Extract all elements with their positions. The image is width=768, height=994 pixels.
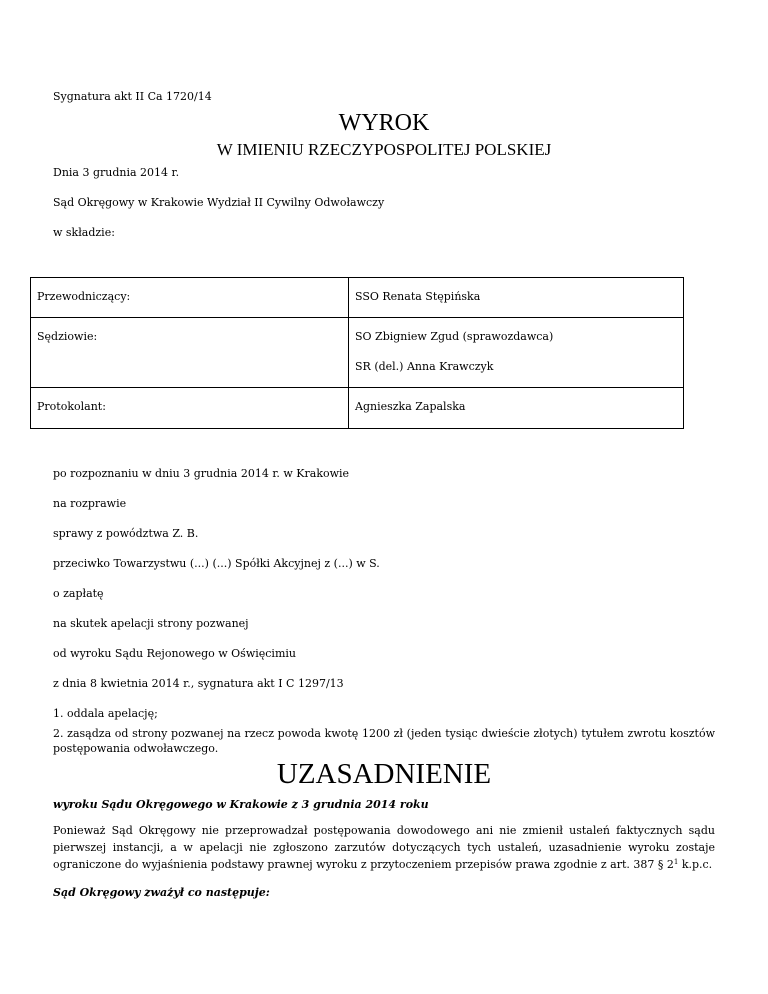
case-line: po rozpoznaniu w dniu 3 grudnia 2014 r. w Krakowie bbox=[53, 467, 350, 480]
justification-paragraph bbox=[53, 822, 715, 873]
case-line: sprawy z powództwa Z. B. bbox=[53, 527, 199, 540]
case-signature: Sygnatura akt II Ca 1720/14 bbox=[53, 90, 212, 103]
judges-label: Sędziowie: bbox=[37, 330, 98, 343]
judges-row bbox=[31, 318, 684, 388]
case-line: z dnia 8 kwietnia 2014 r., sygnatura akt I C 1297/13 bbox=[53, 677, 344, 690]
justification-paragraph-text: Ponieważ Sąd Okręgowy nie przeprowadzał postępowania dowodowego ani nie zmienił ustaleń faktycznych sądu pierwszej instancji, a w apelacji nie zgłoszono zarzutów dotyczących tych ustaleń, uzasadnienie wyroku zostaje ograniczone do wyjaśnienia podstawy prawnej wyroku z przytoczeniem przepisów prawa zgodnie z art. 387 § 2 bbox=[53, 824, 715, 871]
clerk-name: Agnieszka Zapalska bbox=[355, 400, 466, 413]
judgment-date: Dnia 3 grudnia 2014 r. bbox=[53, 166, 180, 179]
clerk-name-cell bbox=[349, 388, 684, 429]
case-line: na skutek apelacji strony pozwanej bbox=[53, 617, 249, 630]
clerk-label: Protokolant: bbox=[37, 400, 106, 413]
justification-paragraph-tail: k.p.c. bbox=[678, 858, 713, 871]
composition-intro: w składzie: bbox=[53, 226, 115, 239]
case-line: na rozprawie bbox=[53, 497, 127, 510]
ruling-item: 1. oddala apelację; bbox=[53, 707, 158, 720]
judgment-title: WYROK bbox=[338, 110, 430, 136]
section-superscript: 1 bbox=[673, 858, 679, 866]
judgment-subtitle: W IMIENIU RZECZYPOSPOLITEJ POLSKIEJ bbox=[216, 140, 552, 159]
justification-closing: Sąd Okręgowy zważył co następuje: bbox=[53, 886, 270, 899]
chair-name: SSO Renata Stępińska bbox=[355, 290, 481, 303]
ruling-item: 2. zasądza od strony pozwanej na rzecz powoda kwotę 1200 zł (jeden tysiąc dwieście złotych) tytułem zwrotu kosztów postępowania odwoławczego. bbox=[53, 727, 715, 755]
court-name: Sąd Okręgowy w Krakowie Wydział II Cywilny Odwoławczy bbox=[53, 196, 385, 209]
chair-row bbox=[31, 278, 684, 318]
judges-names-cell bbox=[349, 318, 684, 388]
clerk-label-cell bbox=[31, 388, 349, 429]
justification-title: UZASADNIENIE bbox=[276, 758, 492, 790]
justification-subtitle: wyroku Sądu Okręgowego w Krakowie z 3 grudnia 2014 roku bbox=[53, 798, 429, 811]
case-line: od wyroku Sądu Rejonowego w Oświęcimiu bbox=[53, 647, 296, 660]
case-line: przeciwko Towarzystwu (...) (...) Spółki Akcyjnej z (...) w S. bbox=[53, 557, 380, 570]
chair-label-cell bbox=[31, 278, 349, 318]
court-composition-table bbox=[30, 277, 684, 429]
case-line: o zapłatę bbox=[53, 587, 104, 600]
chair-label: Przewodniczący: bbox=[37, 290, 131, 303]
judge-name: SR (del.) Anna Krawczyk bbox=[355, 360, 494, 373]
chair-name-cell bbox=[349, 278, 684, 318]
clerk-row bbox=[31, 388, 684, 429]
judge-name: SO Zbigniew Zgud (sprawozdawca) bbox=[355, 330, 554, 343]
judges-label-cell bbox=[31, 318, 349, 388]
